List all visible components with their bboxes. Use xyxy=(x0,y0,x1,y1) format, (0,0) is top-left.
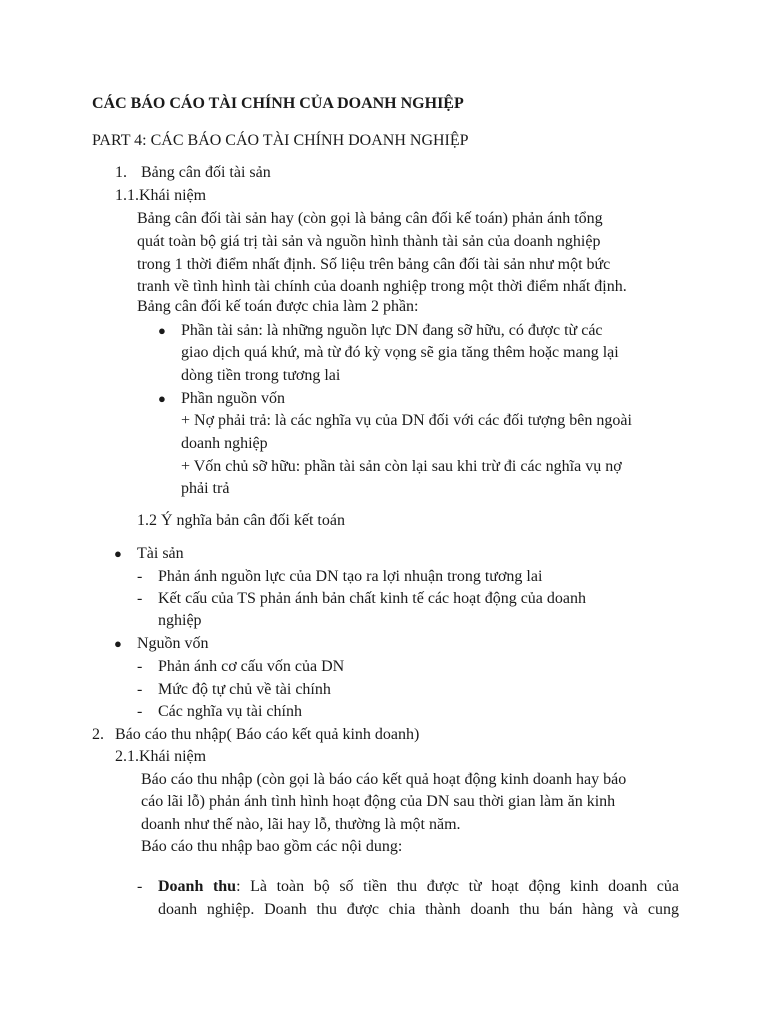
doanh-thu-line-2: doanh nghiệp. Doanh thu được chia thành doanh thu bán hàng và cung xyxy=(158,901,679,918)
section-2-number: 2. xyxy=(92,726,104,743)
doanh-thu-text: : Là toàn bộ số tiền thu được từ hoạt động kinh doanh của xyxy=(236,878,679,895)
paragraph-line: quát toàn bộ giá trị tài sản và nguồn hình thành tài sản của doanh nghiệp xyxy=(137,233,601,250)
part-heading: PART 4: CÁC BÁO CÁO TÀI CHÍNH DOANH NGHIỆP xyxy=(92,132,469,149)
bullet-line: dòng tiền trong tương lai xyxy=(181,367,341,384)
dash-icon: - xyxy=(137,681,143,698)
paragraph-line: Bảng cân đối tài sản hay (còn gọi là bảng cân đối kế toán) phản ánh tổng xyxy=(137,210,603,227)
document-title: CÁC BÁO CÁO TÀI CHÍNH CỦA DOANH NGHIỆP xyxy=(92,95,464,112)
tai-san-heading: Tài sản xyxy=(137,545,184,562)
bullet-line: + Vốn chủ sỡ hữu: phần tài sản còn lại sau khi trừ đi các nghĩa vụ nợ xyxy=(181,458,622,475)
dash-icon: - xyxy=(137,568,143,585)
nguon-von-heading: Nguồn vốn xyxy=(137,635,209,652)
dash-icon: - xyxy=(137,658,143,675)
doanh-thu-line xyxy=(158,877,679,897)
section-2-1-heading: 2.1.Khái niệm xyxy=(115,748,207,765)
list-item: Mức độ tự chủ về tài chính xyxy=(158,681,331,698)
paragraph-line: doanh như thế nào, lãi hay lỗ, thường là một năm. xyxy=(141,816,461,833)
bullet-line: Phần nguồn vốn xyxy=(181,390,285,407)
section-2-heading: Báo cáo thu nhập( Báo cáo kết quả kinh doanh) xyxy=(115,726,420,743)
bullet-line: Phần tài sản: là những nguồn lực DN đang sỡ hữu, có được từ các xyxy=(181,322,603,339)
bullet-line: phải trả xyxy=(181,480,230,497)
bullet-line: giao dịch quá khứ, mà từ đó kỳ vọng sẽ gia tăng thêm hoặc mang lại xyxy=(181,344,619,361)
list-item: Phản ánh cơ cấu vốn của DN xyxy=(158,658,345,675)
paragraph-line: Báo cáo thu nhập (còn gọi là báo cáo kết quả hoạt động kinh doanh hay báo xyxy=(141,771,627,788)
section-1-2-heading: 1.2 Ý nghĩa bản cân đối kết toán xyxy=(137,512,345,529)
bullet-icon: ● xyxy=(158,391,166,406)
paragraph-line: Bảng cân đối kế toán được chia làm 2 phần: xyxy=(137,298,419,315)
dash-icon: - xyxy=(137,590,143,607)
bullet-line: doanh nghiệp xyxy=(181,435,268,452)
list-item: Các nghĩa vụ tài chính xyxy=(158,703,302,720)
section-1-1-heading: 1.1.Khái niệm xyxy=(115,187,207,204)
paragraph-line: Báo cáo thu nhập bao gồm các nội dung: xyxy=(141,838,403,855)
dash-icon: - xyxy=(137,878,143,895)
paragraph-line: trong 1 thời điểm nhất định. Số liệu trên bảng cân đối tài sản như một bức xyxy=(137,256,611,273)
section-1-number: 1. xyxy=(115,164,127,181)
bullet-icon: ● xyxy=(114,546,122,561)
list-item: Kết cấu của TS phản ánh bản chất kinh tế các hoạt động của doanh xyxy=(158,590,586,607)
bullet-line: + Nợ phải trả: là các nghĩa vụ của DN đối với các đối tượng bên ngoài xyxy=(181,412,632,429)
list-item: Phản ánh nguồn lực của DN tạo ra lợi nhuận trong tương lai xyxy=(158,568,543,585)
paragraph-line: cáo lãi lỗ) phản ánh tình hình hoạt động của DN sau thời gian làm ăn kinh xyxy=(141,793,616,810)
paragraph-line: tranh về tình hình tài chính của doanh nghiệp trong một thời điểm nhất định. xyxy=(137,278,627,295)
bullet-icon: ● xyxy=(158,323,166,338)
section-1-heading: Bảng cân đối tài sản xyxy=(141,164,271,181)
bullet-icon: ● xyxy=(114,636,122,651)
list-item: nghiệp xyxy=(158,612,202,629)
dash-icon: - xyxy=(137,703,143,720)
doanh-thu-label: Doanh thu xyxy=(158,878,237,895)
